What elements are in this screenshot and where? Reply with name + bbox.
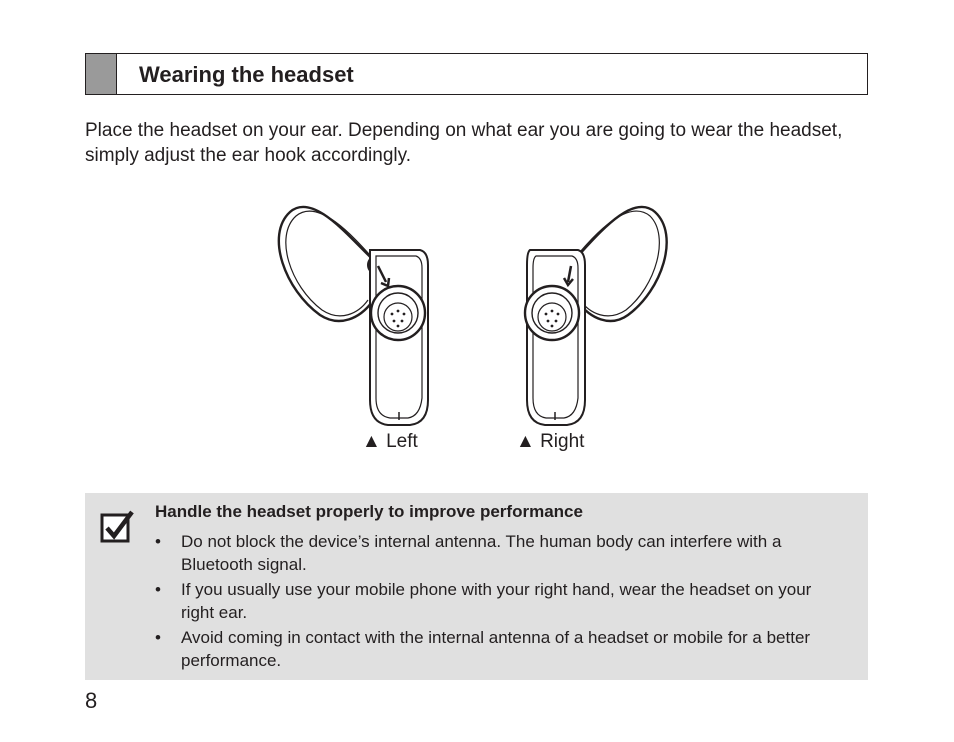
- headset-illustration: [260, 190, 700, 430]
- list-item: [155, 626, 835, 672]
- list-item-text: If you usually use your mobile phone with your right hand, wear the headset on your right ear.: [181, 580, 812, 622]
- section-title: Wearing the headset: [139, 62, 354, 87]
- list-item-text: Avoid coming in contact with the internal antenna of a headset or mobile for a better performance.: [181, 628, 811, 670]
- list-item: [155, 578, 835, 624]
- note-title: Handle the headset properly to improve performance: [155, 502, 583, 521]
- headset-figure: [260, 190, 700, 435]
- section-header-tab: [86, 54, 117, 94]
- section-header: [85, 53, 868, 95]
- left-caption: ▲ Left: [362, 431, 418, 452]
- checkbox-check-icon: [100, 509, 136, 550]
- list-item-text: Do not block the device’s internal antenna. The human body can interfere with a Bluetooth signal.: [181, 532, 782, 574]
- list-item: [155, 530, 835, 576]
- note-bullet-list: [155, 530, 835, 674]
- right-headset-illustration: [525, 207, 667, 425]
- bullet-icon: •: [155, 628, 161, 647]
- right-caption: ▲ Right: [516, 431, 585, 452]
- page-number: 8: [85, 688, 98, 713]
- bullet-icon: •: [155, 532, 161, 551]
- left-headset-illustration: [279, 207, 428, 425]
- note-box: [85, 493, 868, 680]
- bullet-icon: •: [155, 580, 161, 599]
- intro-paragraph: Place the headset on your ear. Depending on what ear you are going to wear the headset, simply adjust the ear hook accordingly.: [85, 120, 843, 166]
